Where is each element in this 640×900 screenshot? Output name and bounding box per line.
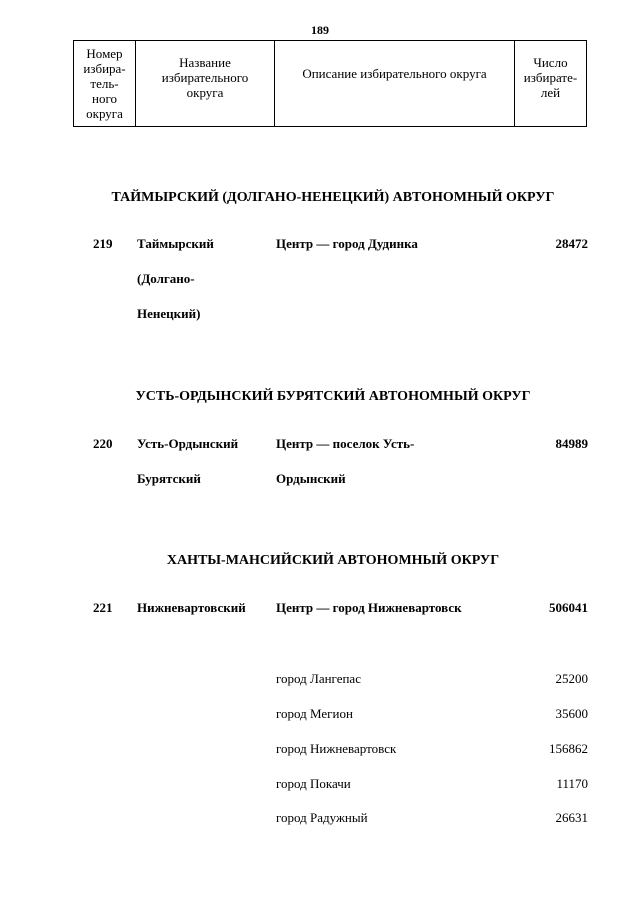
header-district-number bbox=[74, 41, 136, 127]
district-name-line: Нижневартовский bbox=[137, 600, 246, 615]
header-voters-count bbox=[515, 41, 587, 127]
city-name: город Радужный bbox=[276, 810, 368, 825]
district-number: 220 bbox=[93, 436, 113, 451]
district-description: Центр — город Дудинка bbox=[276, 236, 418, 251]
district-name-line: Бурятский bbox=[137, 471, 201, 486]
header-district-name bbox=[136, 41, 275, 127]
district-voters: 84989 bbox=[555, 436, 588, 451]
header-district-description-text: Описание избирательного округа bbox=[302, 66, 487, 81]
city-name: город Покачи bbox=[276, 776, 351, 791]
section-title-taimyr: ТАЙМЫРСКИЙ (ДОЛГАНО-НЕНЕЦКИЙ) АВТОНОМНЫЙ ОКРУГ bbox=[111, 190, 555, 205]
page-number: 189 bbox=[311, 23, 329, 37]
district-name-line: (Долгано- bbox=[137, 271, 195, 286]
district-voters: 506041 bbox=[549, 600, 588, 615]
city-name: город Лангепас bbox=[276, 671, 361, 686]
district-description: Центр — город Нижневартовск bbox=[276, 600, 462, 615]
city-voters: 35600 bbox=[555, 706, 588, 721]
city-name: город Нижневартовск bbox=[276, 741, 397, 756]
header-district-number-text: Номер избира- тель- ного округа bbox=[83, 46, 126, 121]
city-voters: 25200 bbox=[555, 671, 588, 686]
city-voters: 11170 bbox=[556, 776, 588, 791]
district-number: 221 bbox=[93, 600, 113, 615]
section-title-khanty-mansi: ХАНТЫ-МАНСИЙСКИЙ АВТОНОМНЫЙ ОКРУГ bbox=[166, 553, 500, 568]
header-district-description bbox=[275, 41, 515, 127]
header-district-name-text: Название избирательного округа bbox=[161, 55, 249, 100]
district-number: 219 bbox=[93, 236, 113, 251]
city-voters: 26631 bbox=[555, 810, 588, 825]
district-voters: 28472 bbox=[555, 236, 588, 251]
district-name-line: Усть-Ордынский bbox=[137, 436, 239, 451]
district-name-line: Ненецкий) bbox=[137, 306, 201, 321]
district-name-line: Таймырский bbox=[137, 236, 214, 251]
district-description-line: Центр — поселок Усть- bbox=[276, 436, 415, 451]
city-voters: 156862 bbox=[549, 741, 588, 756]
section-title-ust-orda: УСТЬ-ОРДЫНСКИЙ БУРЯТСКИЙ АВТОНОМНЫЙ ОКРУГ bbox=[135, 389, 531, 404]
district-description-line: Ордынский bbox=[276, 471, 346, 486]
column-header-table bbox=[73, 40, 587, 127]
header-voters-count-text: Число избирате- лей bbox=[523, 55, 578, 100]
city-name: город Мегион bbox=[276, 706, 353, 721]
